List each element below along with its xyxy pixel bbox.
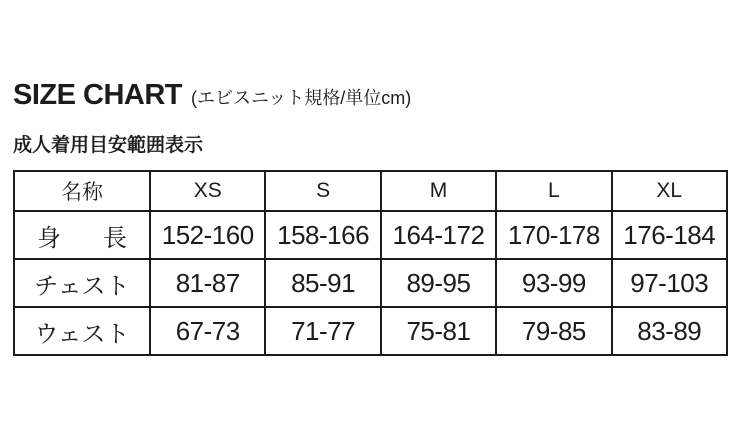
cell-waist-m: 75-81 <box>381 307 496 355</box>
cell-chest-m: 89-95 <box>381 259 496 307</box>
table-row-waist <box>14 307 727 355</box>
cell-height-xl: 176-184 <box>612 211 727 259</box>
header-cell-m: M <box>381 171 496 211</box>
header-cell-xs: XS <box>150 171 265 211</box>
row-label-height-kanji-1: 身 <box>37 224 61 252</box>
cell-chest-xl: 97-103 <box>612 259 727 307</box>
table-row-height <box>14 211 727 259</box>
cell-height-xs: 152-160 <box>150 211 265 259</box>
size-chart-table <box>13 170 728 356</box>
header-cell-s: S <box>265 171 380 211</box>
header-cell-xl: XL <box>612 171 727 211</box>
row-label-height-text <box>15 218 149 253</box>
header-cell-name: 名称 <box>14 171 150 211</box>
row-label-height <box>14 211 150 259</box>
header-cell-l: L <box>496 171 611 211</box>
row-label-height-kanji-2: 長 <box>103 224 127 252</box>
cell-height-s: 158-166 <box>265 211 380 259</box>
cell-height-l: 170-178 <box>496 211 611 259</box>
cell-waist-l: 79-85 <box>496 307 611 355</box>
page-title: SIZE CHART <box>13 79 182 111</box>
cell-chest-s: 85-91 <box>265 259 380 307</box>
cell-waist-s: 71-77 <box>265 307 380 355</box>
cell-chest-l: 93-99 <box>496 259 611 307</box>
cell-waist-xs: 67-73 <box>150 307 265 355</box>
title-note: (エビスニット規格/単位cm) <box>191 88 412 108</box>
row-label-chest: チェスト <box>14 259 150 307</box>
cell-chest-xs: 81-87 <box>150 259 265 307</box>
title-row <box>13 81 727 110</box>
row-label-waist: ウェスト <box>14 307 150 355</box>
table-header-row <box>14 171 727 211</box>
table-row-chest <box>14 259 727 307</box>
cell-height-m: 164-172 <box>381 211 496 259</box>
subtitle: 成人着用目安範囲表示 <box>13 135 204 156</box>
cell-waist-xl: 83-89 <box>612 307 727 355</box>
